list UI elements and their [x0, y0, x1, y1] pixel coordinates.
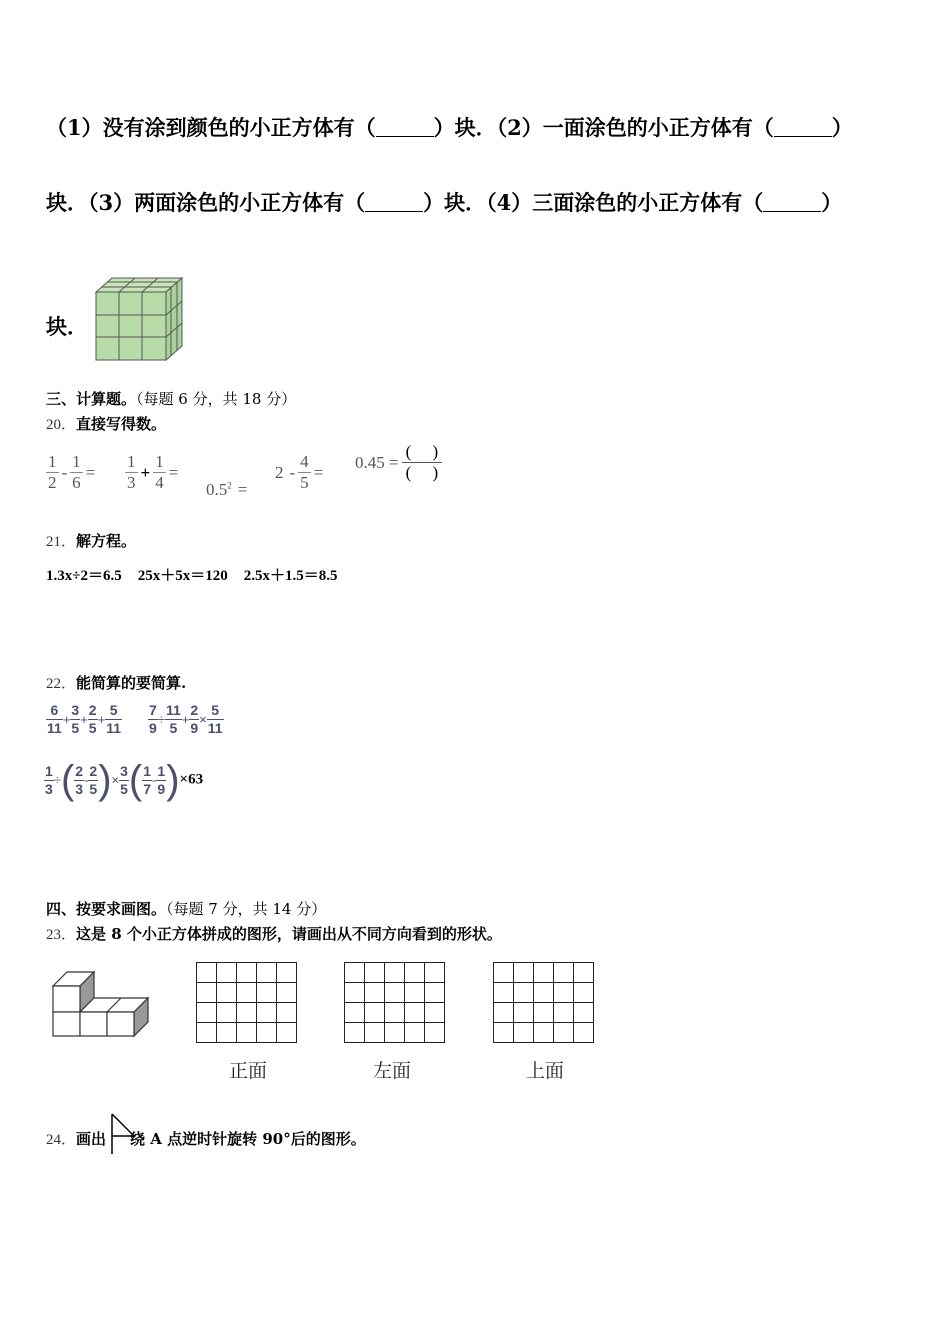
top-view-label: 上面 — [526, 1061, 565, 1082]
q20-expr3: $0.5^2$ = — [206, 480, 248, 499]
q19-line2: 块．（3）两面涂色的小正方体有（ ）块．（4）三面涂色的小正方体有（ ） — [46, 190, 843, 215]
q20-expr4: 2 - $\frac{4}{5}$ = — [275, 452, 324, 492]
q22-expr3: $\frac{1}{3}$ ÷( $\frac{2}{3}$ - $\frac{2}{5}$ )× $\frac{3}{5}$ ( $\frac{1}{7}$ - $\frac{1}{9}$ )×63 — [45, 758, 204, 802]
q19-line3: 块． — [46, 314, 88, 339]
q22-expr1: $\frac{6}{11}$ + $\frac{3}{5}$ + $\frac{2}{5}$ + $\frac{5}{11}$ — [47, 702, 121, 736]
cube-stack-figure — [50, 966, 150, 1038]
section3-heading: 三、计算题。（每题 6 分，共 18 分） — [46, 390, 297, 408]
section4-heading: 四、按要求画图。（每题 7 分，共 14 分） — [46, 900, 327, 918]
left-view-grid[interactable] — [344, 962, 445, 1043]
top-view-grid[interactable] — [493, 962, 594, 1043]
q20-title: 20．直接写得数。 — [46, 415, 167, 433]
answer-blank-3[interactable] — [365, 190, 423, 212]
front-view-label: 正面 — [229, 1061, 268, 1082]
q20-expr5: 0.45 = $\frac{( )}{( )}$ — [352, 442, 442, 483]
q20-expr1: $\frac{1}{2}$ - $\frac{1}{6}$ = — [48, 452, 96, 492]
q24-title: 24．画出 绕 A 点逆时针旋转 90°后的图形。 — [46, 1130, 366, 1148]
answer-blank-4[interactable] — [763, 190, 821, 212]
green-cube-figure — [94, 276, 184, 364]
answer-blank-1[interactable] — [376, 115, 434, 137]
q20-expr2: $\frac{1}{3}$ + $\frac{1}{4}$ = — [127, 452, 179, 492]
q22-expr2: $\frac{7}{9}$ ÷ $\frac{11}{5}$ + $\frac{2}{9}$ × $\frac{5}{11}$ — [149, 702, 223, 736]
q21-title: 21．解方程。 — [46, 532, 137, 550]
front-view-grid[interactable] — [196, 962, 297, 1043]
q23-title: 23．这是 8 个小正方体拼成的图形，请画出从不同方向看到的形状。 — [46, 925, 502, 943]
flag-shape-figure — [108, 1112, 138, 1156]
q22-title: 22．能简算的要简算. — [46, 674, 187, 692]
q21-equations: 1.3x÷2＝6.5 25x＋5x＝120 2.5x＋1.5＝8.5 — [46, 568, 338, 584]
left-view-label: 左面 — [373, 1061, 412, 1082]
answer-blank-2[interactable] — [774, 115, 832, 137]
q19-line1: （1）没有涂到颜色的小正方体有（ ）块．（2）一面涂色的小正方体有（ ） — [46, 115, 853, 140]
